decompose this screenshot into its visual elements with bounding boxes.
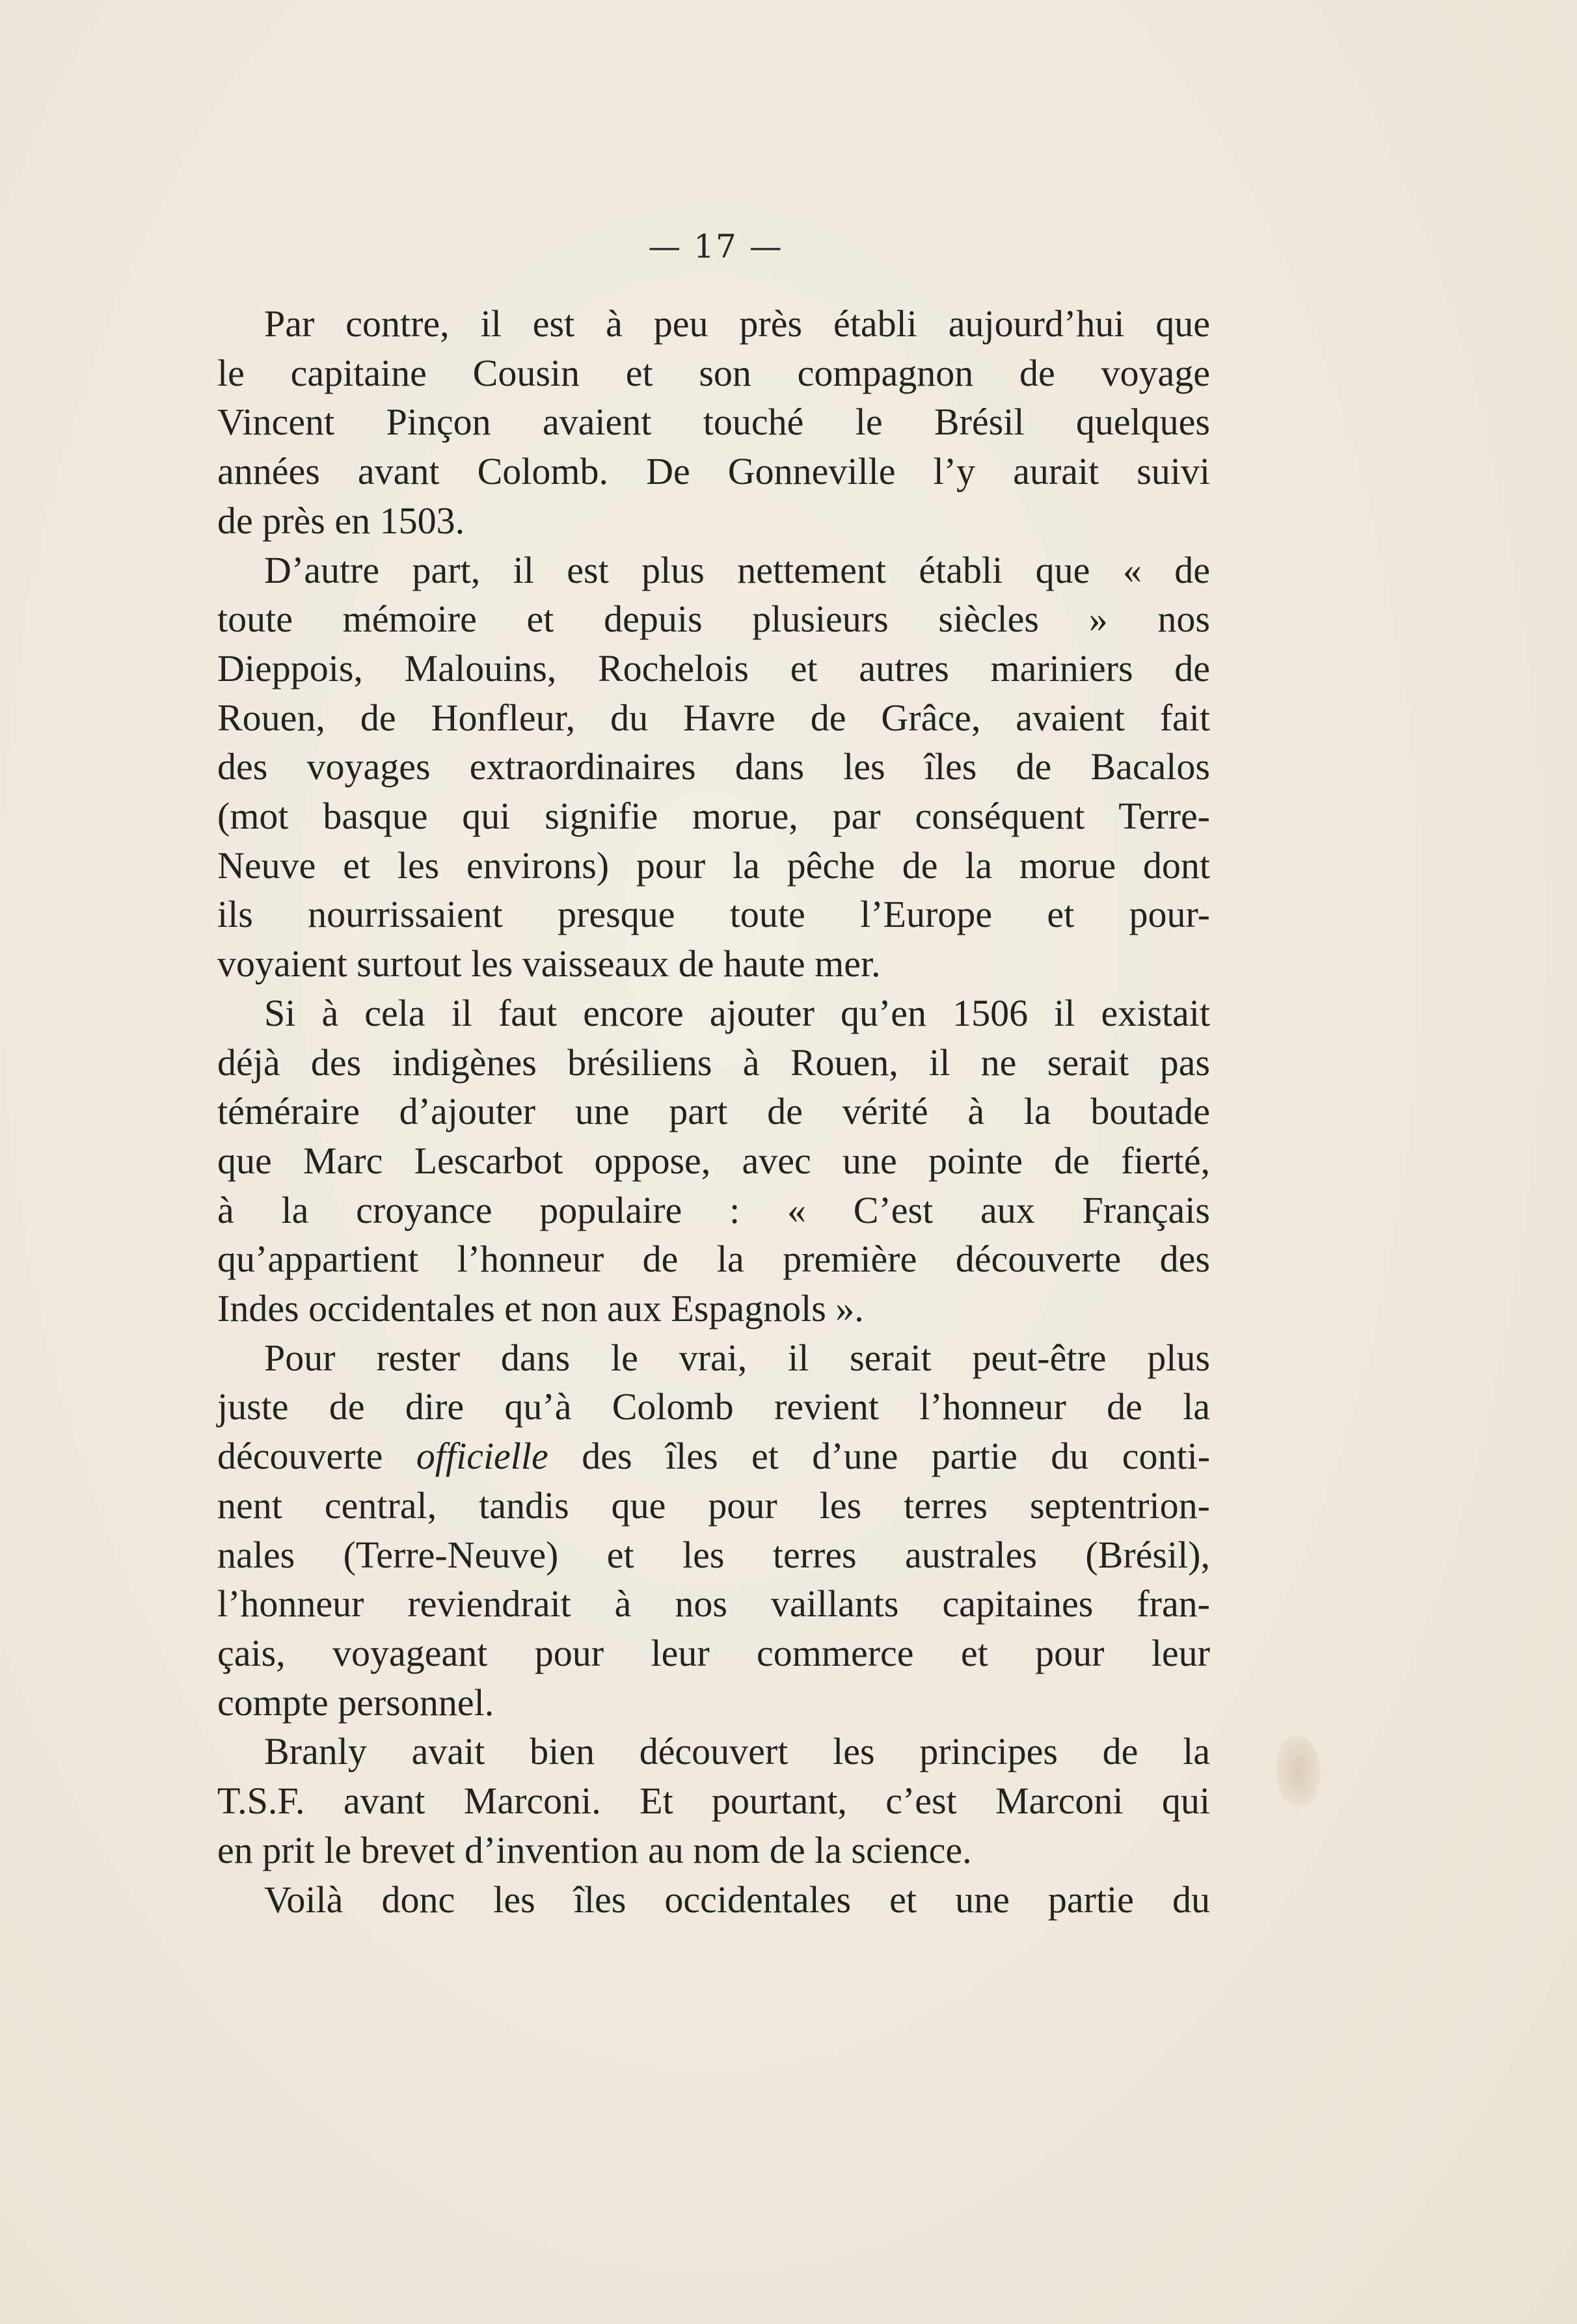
- text-line: juste de dire qu’à Colomb revient l’honneur de la: [217, 1385, 1210, 1428]
- text-line: Pour rester dans le vrai, il serait peut-être plus: [264, 1336, 1210, 1379]
- text-line: nales (Terre-Neuve) et les terres australes (Brésil),: [217, 1533, 1210, 1576]
- paper-stain: [1276, 1735, 1321, 1807]
- text-line: téméraire d’ajouter une part de vérité à la boutade: [217, 1090, 1210, 1133]
- text-line: Si à cela il faut encore ajouter qu’en 1506 il existait: [264, 991, 1210, 1034]
- paragraph: [217, 1875, 1210, 1925]
- paragraph: [217, 299, 1210, 546]
- text-line: D’autre part, il est plus nettement établi que « de: [264, 548, 1210, 591]
- text-line: Neuve et les environs) pour la pêche de la morue dont: [217, 844, 1210, 887]
- paragraph: [217, 989, 1210, 1333]
- text-line: Dieppois, Malouins, Rochelois et autres mariniers de: [217, 647, 1210, 689]
- text-line: Rouen, de Honfleur, du Havre de Grâce, avaient fait: [217, 696, 1210, 739]
- text-line: toute mémoire et depuis plusieurs siècles » nos: [217, 598, 1210, 641]
- text-line: qu’appartient l’honneur de la première découverte des: [217, 1238, 1210, 1281]
- text-line: déjà des indigènes brésiliens à Rouen, il ne serait pas: [217, 1041, 1210, 1084]
- body-text: [217, 299, 1210, 1924]
- paragraph: [217, 1727, 1210, 1875]
- text-line: Vincent Pinçon avaient touché le Brésil quelques: [217, 401, 1210, 444]
- text-line: compte personnel.: [217, 1681, 494, 1724]
- text-line: le capitaine Cousin et son compagnon de voyage: [217, 351, 1210, 394]
- emphasized-word: officielle: [416, 1435, 548, 1478]
- text-line: l’honneur reviendrait à nos vaillants capitaines fran-: [217, 1583, 1210, 1625]
- text-line: des voyages extraordinaires dans les îles de Bacalos: [217, 745, 1210, 788]
- paragraph: [217, 1333, 1210, 1728]
- text-line: Par contre, il est à peu près établi aujourd’hui que: [264, 302, 1210, 345]
- text-line: Indes occidentales et non aux Espagnols ».: [217, 1287, 864, 1330]
- text-line: en prit le brevet d’invention au nom de la science.: [217, 1828, 972, 1871]
- paragraph: [217, 546, 1210, 989]
- text-line: années avant Colomb. De Gonneville l’y aurait suivi: [217, 450, 1210, 493]
- text-line: que Marc Lescarbot oppose, avec une pointe de fierté,: [217, 1139, 1210, 1182]
- text-line: ils nourrissaient presque toute l’Europe et pour-: [217, 893, 1210, 936]
- text-line: çais, voyageant pour leur commerce et pour leur: [217, 1631, 1210, 1674]
- page-number: — 17 —: [648, 228, 783, 265]
- text-line: à la croyance populaire : « C’est aux Français: [217, 1188, 1210, 1231]
- text-fragment: découverte: [217, 1435, 383, 1478]
- text-fragment: des îles et d’une partie du conti-: [582, 1435, 1211, 1478]
- text-line: T.S.F. avant Marconi. Et pourtant, c’est Marconi qui: [217, 1780, 1210, 1823]
- text-line: [217, 1432, 1210, 1481]
- text-line: Branly avait bien découvert les principes de la: [264, 1730, 1210, 1773]
- text-line: voyaient surtout les vaisseaux de haute mer.: [217, 942, 881, 985]
- text-line: nent central, tandis que pour les terres septentrion-: [217, 1484, 1210, 1527]
- text-line: (mot basque qui signifie morue, par conséquent Terre-: [217, 795, 1210, 838]
- text-line: Voilà donc les îles occidentales et une partie du: [264, 1878, 1210, 1921]
- text-line: de près en 1503.: [217, 499, 465, 542]
